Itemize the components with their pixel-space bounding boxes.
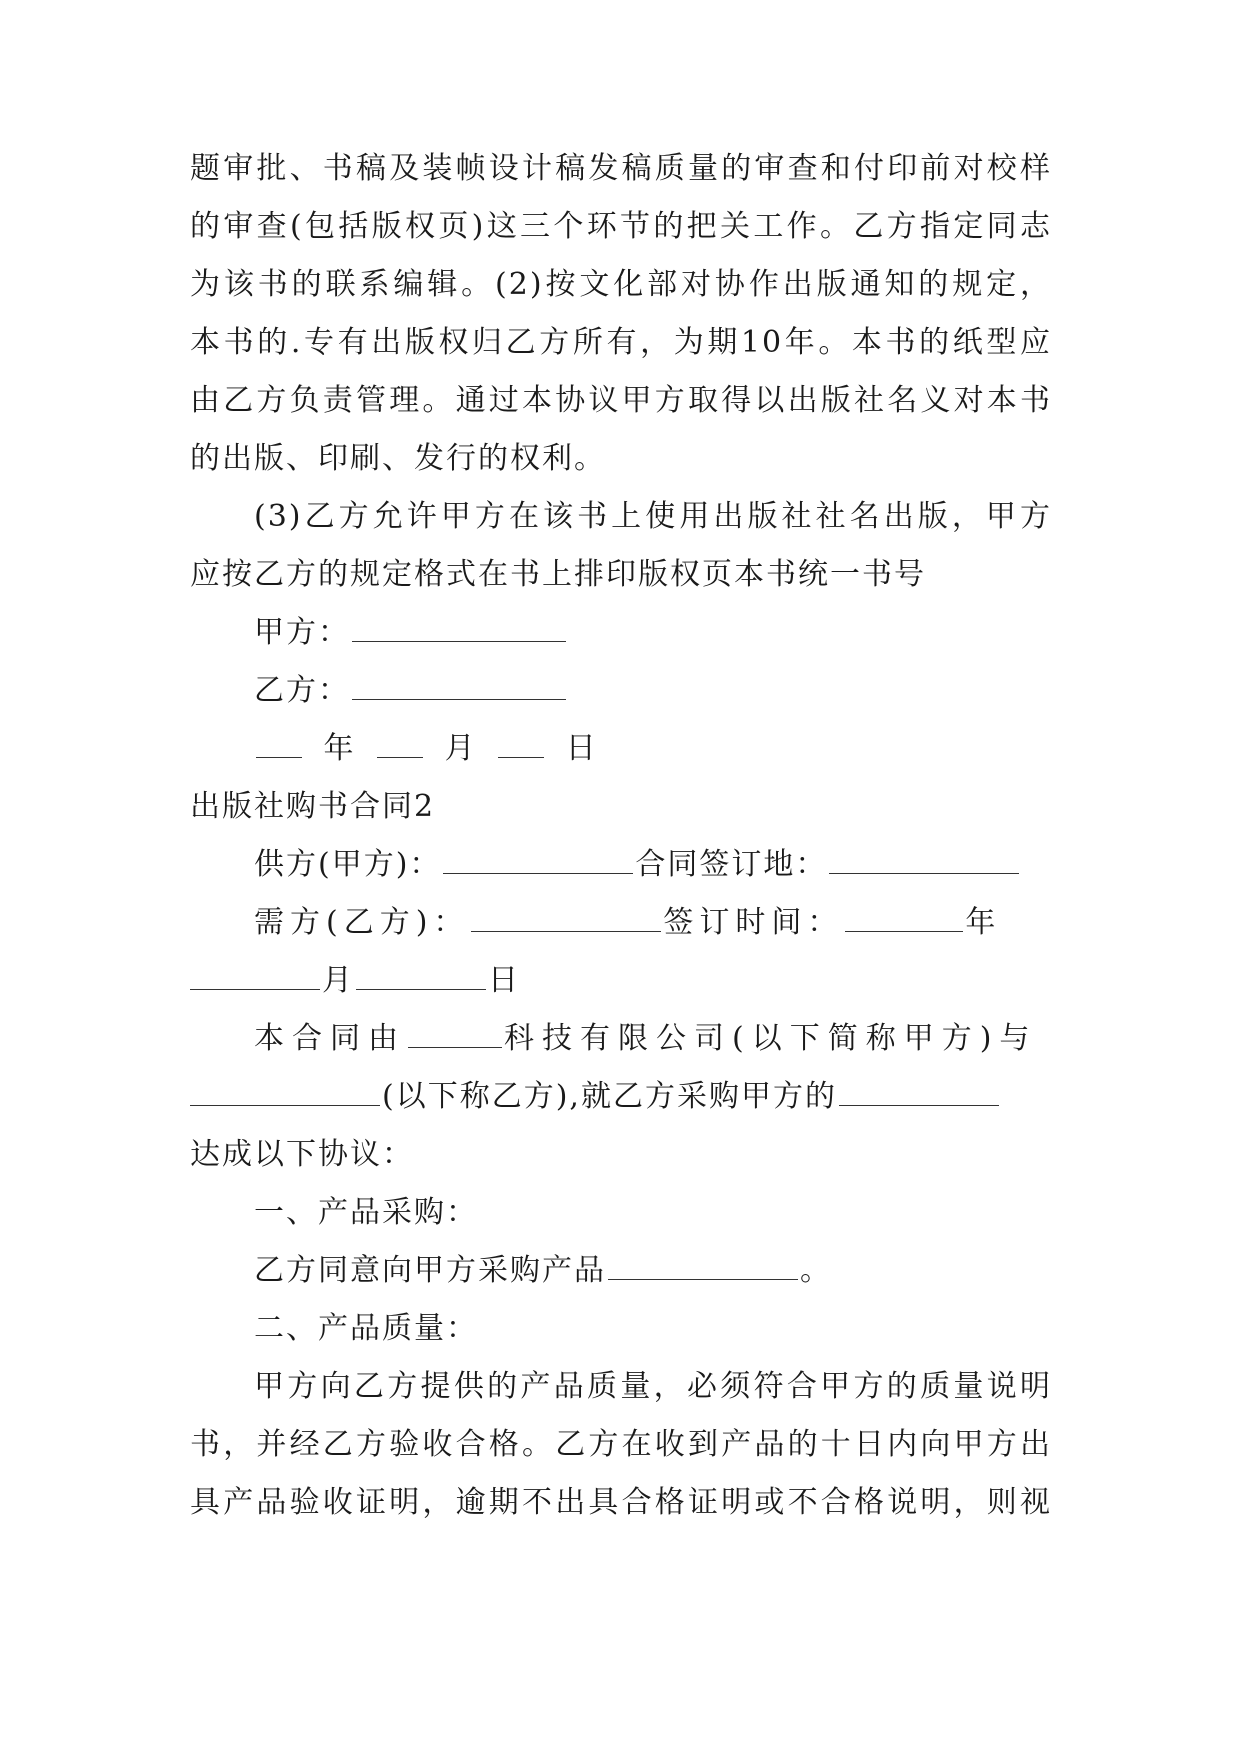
paragraph-line: 的审查(包括版权页)这三个环节的把关工作。乙方指定同志 xyxy=(190,209,1052,244)
sign-year-blank[interactable] xyxy=(845,899,963,932)
product-name-blank[interactable] xyxy=(608,1247,798,1280)
product-purchase-line xyxy=(254,1242,832,1300)
section-title: 出版社购书合同2 xyxy=(190,789,436,824)
paragraph-line: 具产品验收证明，逾期不出具合格证明或不合格说明，则视 xyxy=(190,1485,1052,1520)
sign-day-blank[interactable] xyxy=(356,957,486,990)
intro-b: 科技有限公司(以下简称甲方)与 xyxy=(504,1021,1038,1056)
intro-a: 本合同由 xyxy=(254,1021,406,1056)
p1-b: 。 xyxy=(800,1253,832,1288)
paragraph-line: 题审批、书稿及装帧设计稿发稿质量的审查和付印前对校样 xyxy=(190,151,1052,186)
month-blank[interactable] xyxy=(377,725,423,758)
party-a-blank[interactable] xyxy=(352,609,566,642)
paragraph-line: 本书的.专有出版权归乙方所有，为期10年。本书的纸型应 xyxy=(190,325,1052,360)
p1-a: 乙方同意向甲方采购产品 xyxy=(254,1253,606,1288)
signature-party-b xyxy=(254,662,568,720)
date-line xyxy=(190,952,520,1010)
sign-time-label: 签订时间： xyxy=(663,905,844,940)
paragraph-line: 甲方向乙方提供的产品质量，必须符合甲方的质量说明 xyxy=(254,1369,1052,1404)
supplier-blank[interactable] xyxy=(443,841,633,874)
month-label: 月 xyxy=(444,731,477,766)
party-b-label: 乙方： xyxy=(254,673,350,708)
sign-month-blank[interactable] xyxy=(190,957,320,990)
signature-party-a xyxy=(254,604,568,662)
sign-place-blank[interactable] xyxy=(829,841,1019,874)
sign-day-label: 日 xyxy=(488,963,520,998)
party-b-blank[interactable] xyxy=(352,667,566,700)
sign-month-label: 月 xyxy=(322,963,354,998)
buyer-label: 需方(乙方)： xyxy=(254,905,470,940)
intro-line-2 xyxy=(190,1068,1001,1126)
buyer-line xyxy=(254,894,1001,952)
year-label: 年 xyxy=(323,731,356,766)
buyer-blank[interactable] xyxy=(471,899,661,932)
signature-date xyxy=(254,720,598,778)
paragraph-line: 应按乙方的规定格式在书上排印版权页本书统一书号 xyxy=(190,557,926,592)
paragraph-line: (3)乙方允许甲方在该书上使用出版社社名出版，甲方 xyxy=(254,499,1052,534)
sign-place-label: 合同签订地： xyxy=(635,847,828,882)
company-blank[interactable] xyxy=(408,1015,502,1048)
intro-c: (以下称乙方),就乙方采购甲方的 xyxy=(382,1079,837,1114)
paragraph-line: 的出版、印刷、发行的权利。 xyxy=(190,441,606,476)
day-label: 日 xyxy=(565,731,598,766)
party-a-label: 甲方： xyxy=(254,615,350,650)
supplier-line xyxy=(254,836,1021,894)
year-blank[interactable] xyxy=(256,725,302,758)
heading-product-purchase: 一、产品采购： xyxy=(254,1195,478,1230)
paragraph-line: 书，并经乙方验收合格。乙方在收到产品的十日内向甲方出 xyxy=(190,1427,1052,1462)
sign-year-label: 年 xyxy=(965,905,1002,940)
heading-product-quality: 二、产品质量： xyxy=(254,1311,478,1346)
day-blank[interactable] xyxy=(498,725,544,758)
paragraph-line: 为该书的联系编辑。(2)按文化部对协作出版通知的规定， xyxy=(190,267,1052,302)
supplier-label: 供方(甲方)： xyxy=(254,847,442,882)
intro-line-3: 达成以下协议： xyxy=(190,1137,414,1172)
product-purchase-blank[interactable] xyxy=(839,1073,999,1106)
intro-line-1 xyxy=(254,1010,1037,1068)
paragraph-line: 由乙方负责管理。通过本协议甲方取得以出版社名义对本书 xyxy=(190,383,1052,418)
party-b-name-blank[interactable] xyxy=(190,1073,380,1106)
